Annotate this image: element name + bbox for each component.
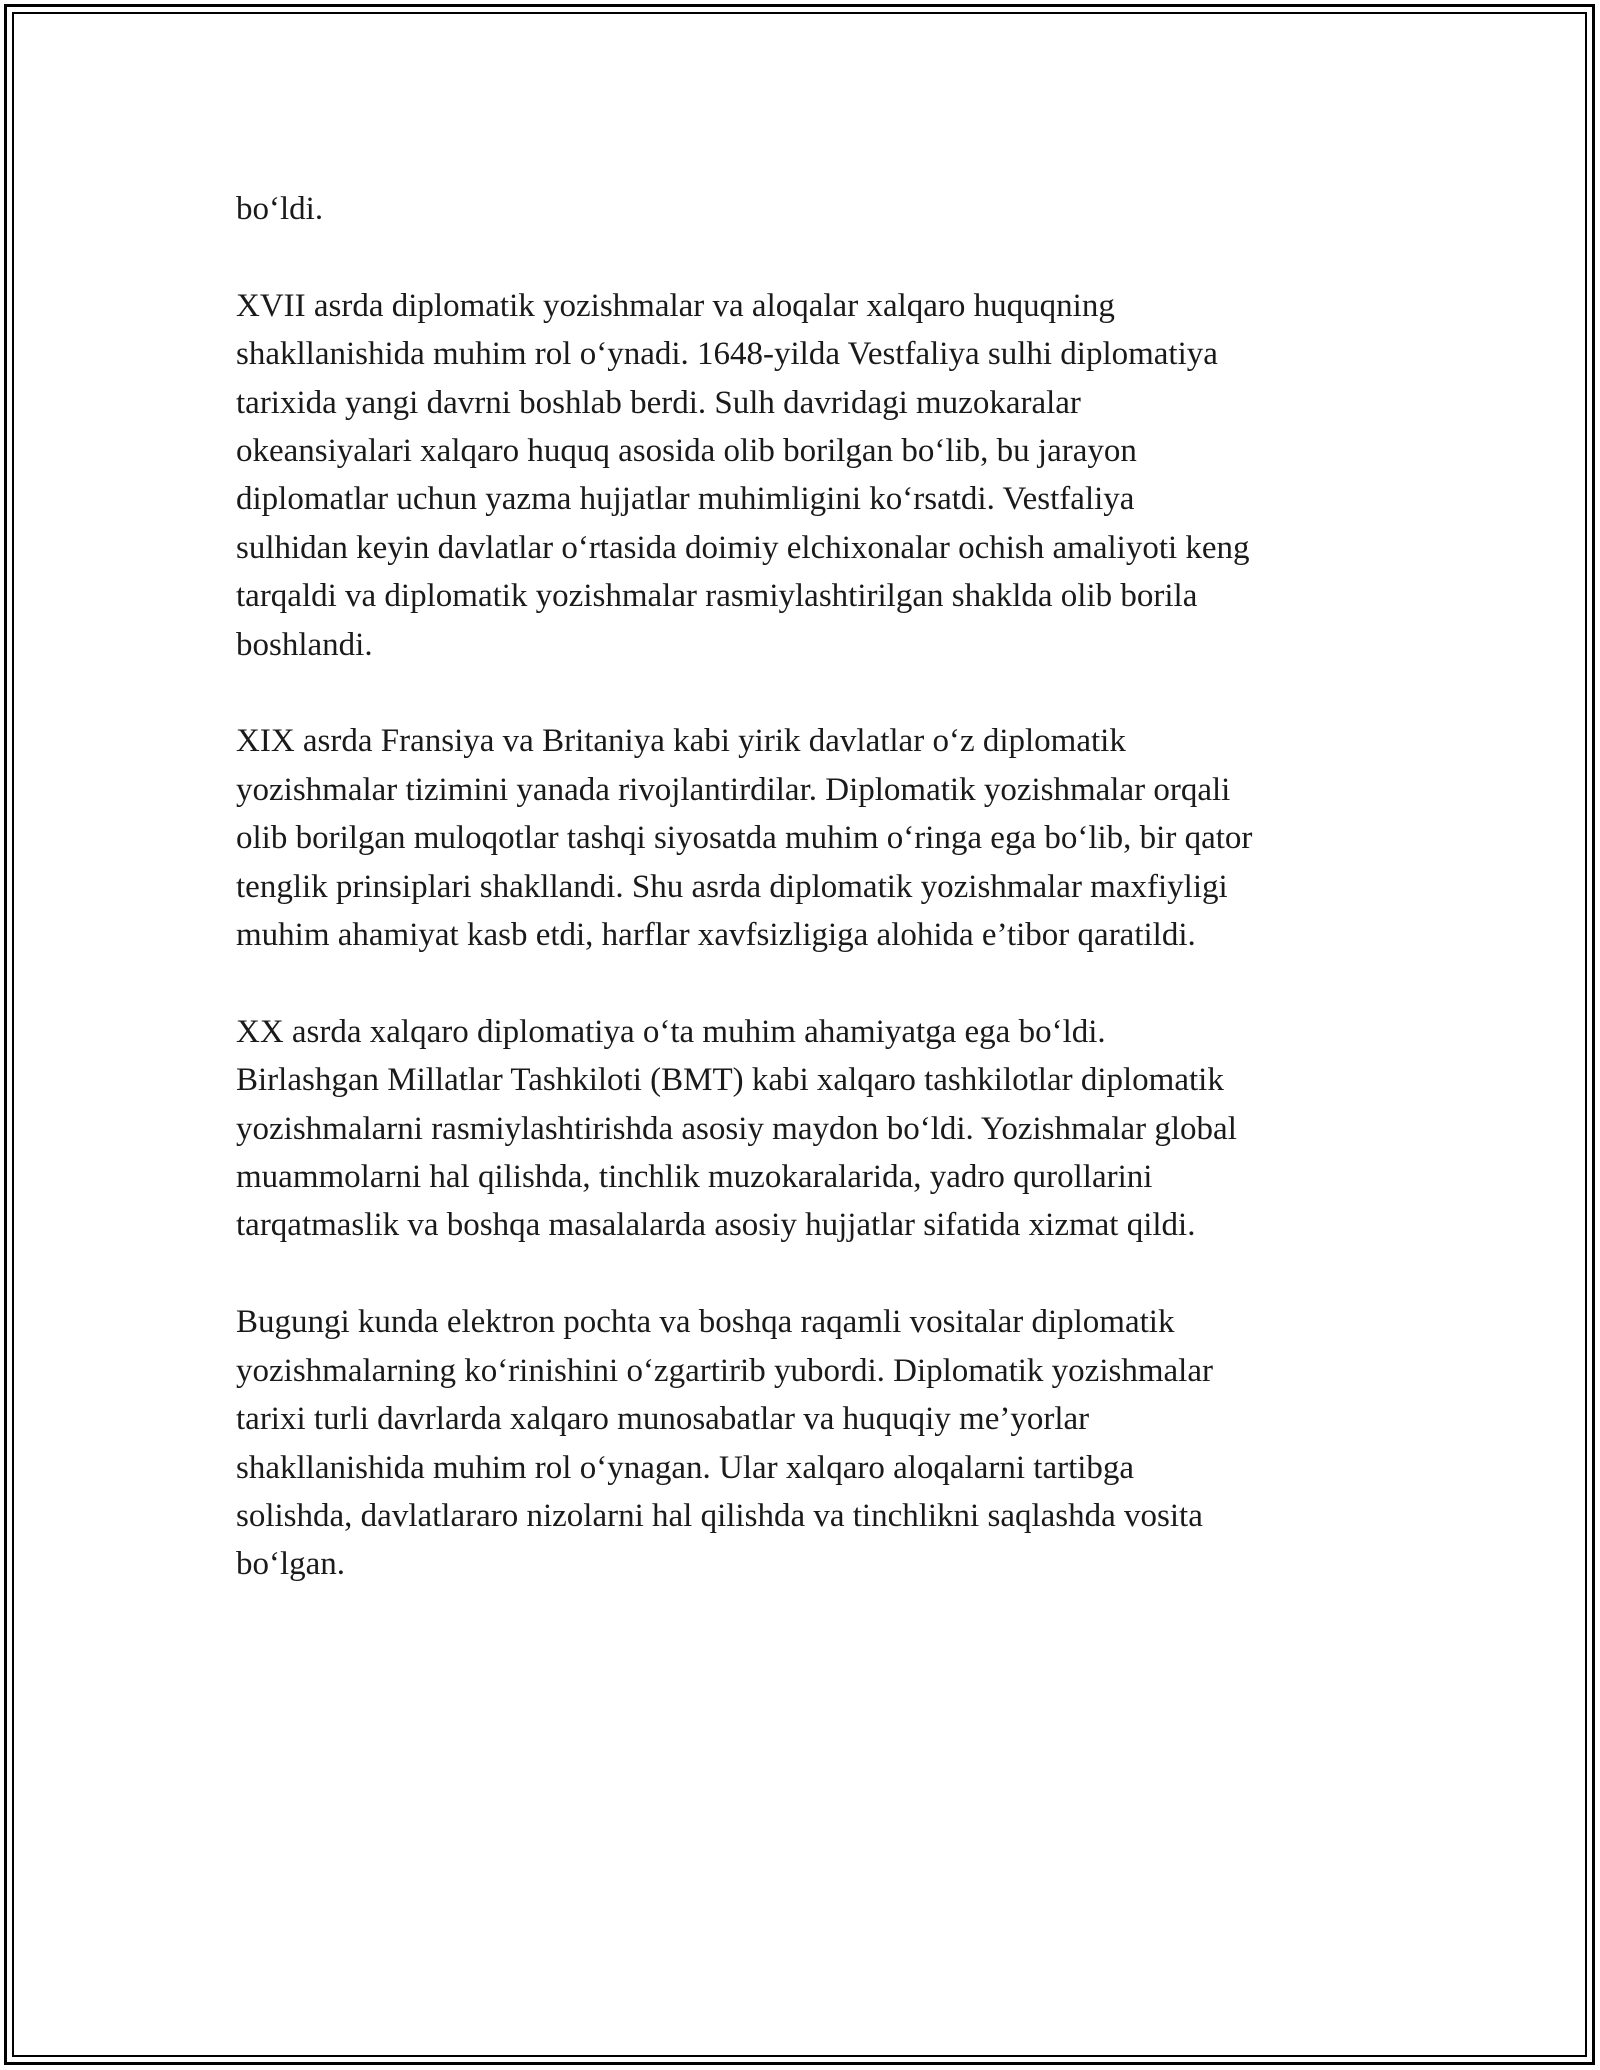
text-line: muhim ahamiyat kasb etdi, harflar xavfsizligiga alohida e’tibor qaratildi. <box>236 917 1196 954</box>
paragraph-19th-century <box>236 717 1376 959</box>
text-line: tarqatmaslik va boshqa masalalarda asosiy hujjatlar sifatida xizmat qildi. <box>236 1207 1196 1244</box>
text-line: XVII asrda diplomatik yozishmalar va aloqalar xalqaro huquqning <box>236 287 1115 324</box>
paragraph-continuation <box>236 185 1376 233</box>
text-line: Birlashgan Millatlar Tashkiloti (BMT) kabi xalqaro tashkilotlar diplomatik <box>236 1062 1224 1099</box>
text-line: tenglik prinsiplari shakllandi. Shu asrda diplomatik yozishmalar maxfiyligi <box>236 868 1228 905</box>
text-line: muammolarni hal qilishda, tinchlik muzokaralarida, yadro qurollarini <box>236 1159 1153 1196</box>
text-line: XIX asrda Fransiya va Britaniya kabi yirik davlatlar o‘z diplomatik <box>236 723 1126 760</box>
text-line: tarixi turli davrlarda xalqaro munosabatlar va huquqiy me’yorlar <box>236 1401 1090 1438</box>
text-line: yozishmalarning ko‘rinishini o‘zgartirib yubordi. Diplomatik yozishmalar <box>236 1352 1213 1389</box>
text-line: boshlandi. <box>236 626 373 663</box>
text-line: XX asrda xalqaro diplomatiya o‘ta muhim ahamiyatga ega bo‘ldi. <box>236 1013 1106 1050</box>
text-line: shakllanishida muhim rol o‘ynadi. 1648-yilda Vestfaliya sulhi diplomatiya <box>236 336 1218 373</box>
paragraph-today <box>236 1298 1376 1588</box>
text-line: okeansiyalari xalqaro huquq asosida olib borilgan bo‘lib, bu jarayon <box>236 433 1137 470</box>
text-line: tarqaldi va diplomatik yozishmalar rasmiylashtirilgan shaklda olib borila <box>236 578 1198 615</box>
text-line: olib borilgan muloqotlar tashqi siyosatda muhim o‘ringa ega bo‘lib, bir qator <box>236 820 1253 857</box>
text-line: shakllanishida muhim rol o‘ynagan. Ular xalqaro aloqalarni tartibga <box>236 1449 1135 1486</box>
text-line: yozishmalar tizimini yanada rivojlantirdilar. Diplomatik yozishmalar orqali <box>236 771 1231 808</box>
text-line: bo‘ldi. <box>236 191 324 227</box>
text-line: sulhidan keyin davlatlar o‘rtasida doimiy elchixonalar ochish amaliyoti keng <box>236 529 1250 566</box>
text-line: yozishmalarni rasmiylashtirishda asosiy maydon bo‘ldi. Yozishmalar global <box>236 1110 1237 1147</box>
document-body <box>236 185 1376 1637</box>
text-line: tarixida yangi davrni boshlab berdi. Sulh davridagi muzokaralar <box>236 384 1081 421</box>
text-line: Bugungi kunda elektron pochta va boshqa raqamli vositalar diplomatik <box>236 1304 1175 1341</box>
text-line: solishda, davlatlararo nizolarni hal qilishda va tinchlikni saqlashda vosita <box>236 1497 1203 1534</box>
text-line: bo‘lgan. <box>236 1546 346 1583</box>
text-line: diplomatlar uchun yazma hujjatlar muhimligini ko‘rsatdi. Vestfaliya <box>236 481 1135 518</box>
paragraph-17th-century <box>236 282 1376 669</box>
paragraph-20th-century <box>236 1008 1376 1250</box>
